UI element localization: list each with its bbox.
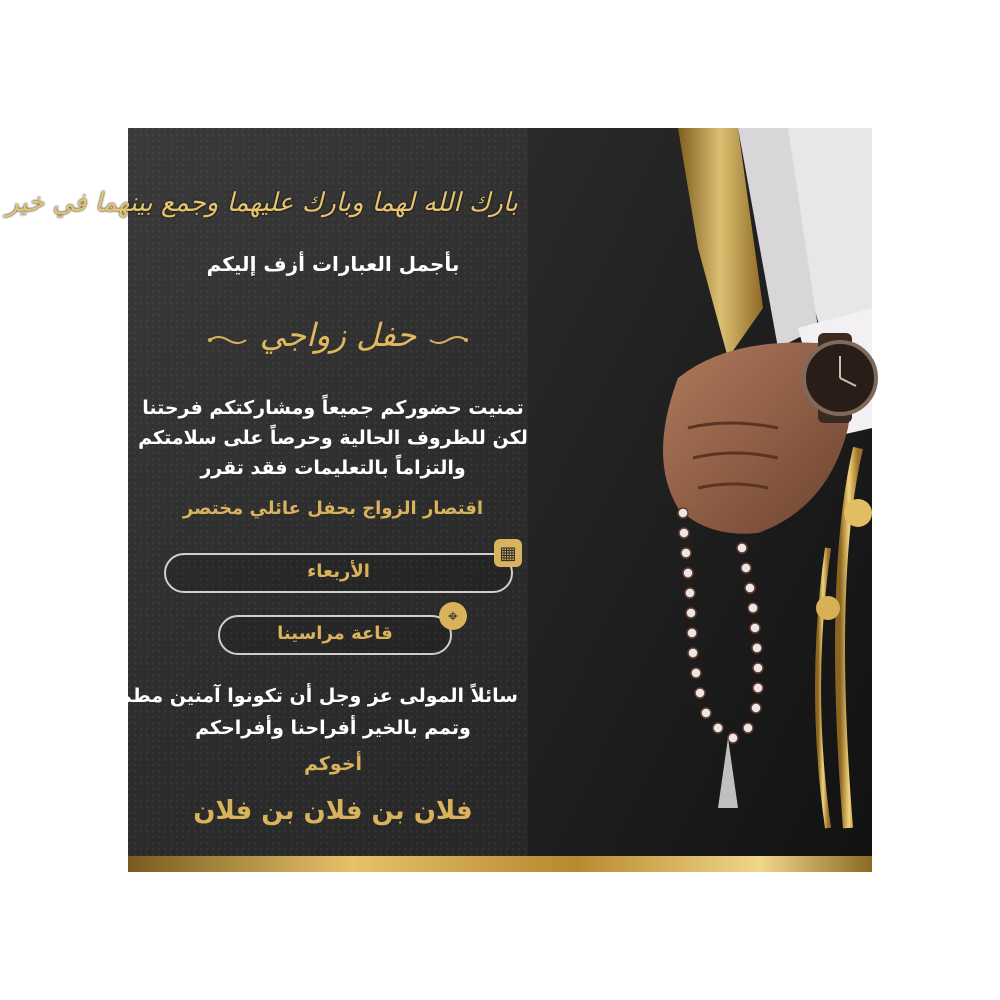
host-name: فلان بن فلان بن فلان [193,796,473,826]
day-pill [164,553,513,593]
message-line: والتزاماً بالتعليمات فقد تقرر [200,457,466,479]
message-paragraph [138,393,528,483]
ornament-left-icon [208,334,248,346]
venue-pill [218,615,452,655]
gold-bottom-stripe [128,856,872,872]
location-icon: ⌖ [439,602,467,630]
blessing-calligraphy: بارك الله لهما وبارك عليهما وجمع بينهما في خير [5,188,518,218]
ornament-right-icon [428,334,468,346]
intro-text: بأجمل العبارات أزف إليكم [206,252,460,276]
prayer-paragraph [79,680,518,744]
calendar-icon: ▦ [494,539,522,567]
prayer-line: وتمم بالخير أفراحنا وأفراحكم [195,717,471,739]
brother-label: أخوكم [303,753,363,775]
invitation-card [5,128,872,872]
groom-photo [528,128,872,856]
message-line: تمنيت حضوركم جميعاً ومشاركتكم فرحتنا [142,397,524,419]
prayer-line: سائلاً المولى عز وجل أن تكونوا آمنين مطمئنين [79,685,518,707]
day-value: الأربعاء [307,561,370,582]
venue-value: قاعة مراسينا [277,623,393,644]
decision-text: اقتصار الزواج بحفل عائلي مختصر [182,498,484,519]
title-row [208,316,468,366]
message-line: لكن للظروف الحالية وحرصاً على سلامتكم [138,427,528,449]
page-title: حفل زواجي [259,316,417,354]
